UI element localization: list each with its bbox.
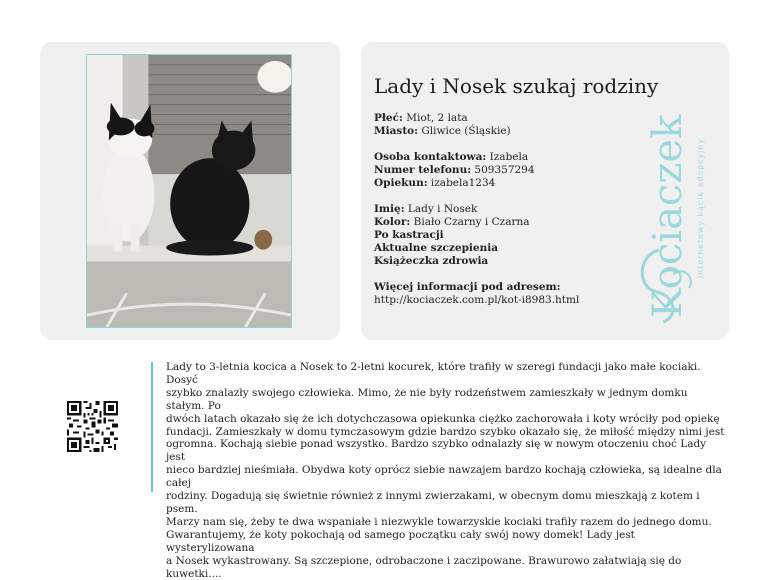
description-line: Gwarantujemy, że koty pokochają od samego początku cały swój nowy domek! Lady jest wysterylizowana xyxy=(166,528,635,554)
detail-telefon xyxy=(374,164,634,177)
more-info-label: Więcej informacji pod adresem: xyxy=(374,281,561,293)
kontakt-label: Osoba kontaktowa: xyxy=(374,151,487,163)
kolor-label: Kolor: xyxy=(374,216,411,228)
detail-kolor xyxy=(374,216,634,229)
more-info xyxy=(374,281,634,294)
cat-photo xyxy=(86,54,292,328)
kontakt-value: Izabela xyxy=(489,151,529,163)
opiekun-label: Opiekun: xyxy=(374,177,428,189)
description-accent-bar xyxy=(151,362,153,492)
pet-details xyxy=(374,112,634,307)
description-line: szybko znalazły swojego człowieka. Mimo, że nie były rodzeństwem zamieszkały w jednym domku stałym. Po xyxy=(166,386,688,412)
szczepienia-label: Aktualne szczepienia xyxy=(374,242,499,254)
flag-ksiazeczka xyxy=(374,255,634,268)
telefon-label: Numer telefonu: xyxy=(374,164,472,176)
page-title: Lady i Nosek szukaj rodziny xyxy=(374,74,659,98)
description-line: a Nosek wykastrowany. Są szczepione, odrobaczone i zaczipowane. Brawurowo załatwiają się do kuwetki.... xyxy=(166,554,682,580)
description-line: rodziny. Dogadują się świetnie również z innymi zwierzakami, w obecnym domu mieszkają z kotem i psem. xyxy=(166,490,700,515)
description-line: Lady to 3-letnia kocica a Nosek to 2-letni kocurek, które trafiły w szeregi fundacji jako małe kociaki. Dosyć xyxy=(166,361,701,386)
miasto-label: Miasto: xyxy=(374,125,419,137)
opiekun-value: izabela1234 xyxy=(430,177,496,189)
detail-opiekun xyxy=(374,177,634,190)
description-line: dwóch latach okazało się że ich dotychczasowa opiekunka ciężko zachorowała i koty wróciły pod opiekę xyxy=(166,412,720,425)
description-line: ogromna. Kochają siebie ponad wszystko. Bardzo szybko odnalazły się w nowym otoczeniu choć Lady jest xyxy=(166,438,707,464)
description-line: nieco bardziej nieśmiała. Obydwa koty oprócz siebie nawzajem bardzo kochają człowieka, są idealne dla całej xyxy=(166,464,722,490)
qr-code xyxy=(67,401,118,452)
flag-kastracja xyxy=(374,229,634,242)
detail-imie xyxy=(374,203,634,216)
telefon-value: 509357294 xyxy=(474,164,535,176)
photo-card xyxy=(40,42,340,340)
flag-szczepienia xyxy=(374,242,634,255)
ksiazeczka-label: Książeczka zdrowia xyxy=(374,255,489,267)
imie-value: Lady i Nosek xyxy=(407,203,478,215)
kolor-value: Biało Czarny i Czarna xyxy=(413,216,530,228)
detail-miasto xyxy=(374,125,634,138)
kociaczek-logo xyxy=(629,60,721,328)
detail-plec xyxy=(374,112,634,125)
brand-name: Kociaczek xyxy=(645,114,691,318)
description-line: Marzy nam się, żeby te dwa wspaniałe i niezwykle towarzyskie kociaki trafiły razem do jednego domu. xyxy=(166,515,712,528)
imie-label: Imię: xyxy=(374,203,405,215)
description-line: fundacji. Zamieszkały w domu tymczasowym gdzie bardzo szybko okazało się, że miłość między nimi jest xyxy=(166,425,725,438)
plec-label: Płeć: xyxy=(374,112,403,124)
brand-tagline: internetowy kącik adopcyjny xyxy=(696,137,705,278)
detail-kontakt xyxy=(374,151,634,164)
more-info-link[interactable]: http://kociaczek.com.pl/kot-i8983.html xyxy=(374,294,580,306)
description xyxy=(166,361,726,580)
miasto-value: Gliwice (Śląskie) xyxy=(421,125,511,137)
kastracja-label: Po kastracji xyxy=(374,229,444,241)
info-card xyxy=(361,42,729,340)
plec-value: Miot, 2 lata xyxy=(406,112,468,124)
